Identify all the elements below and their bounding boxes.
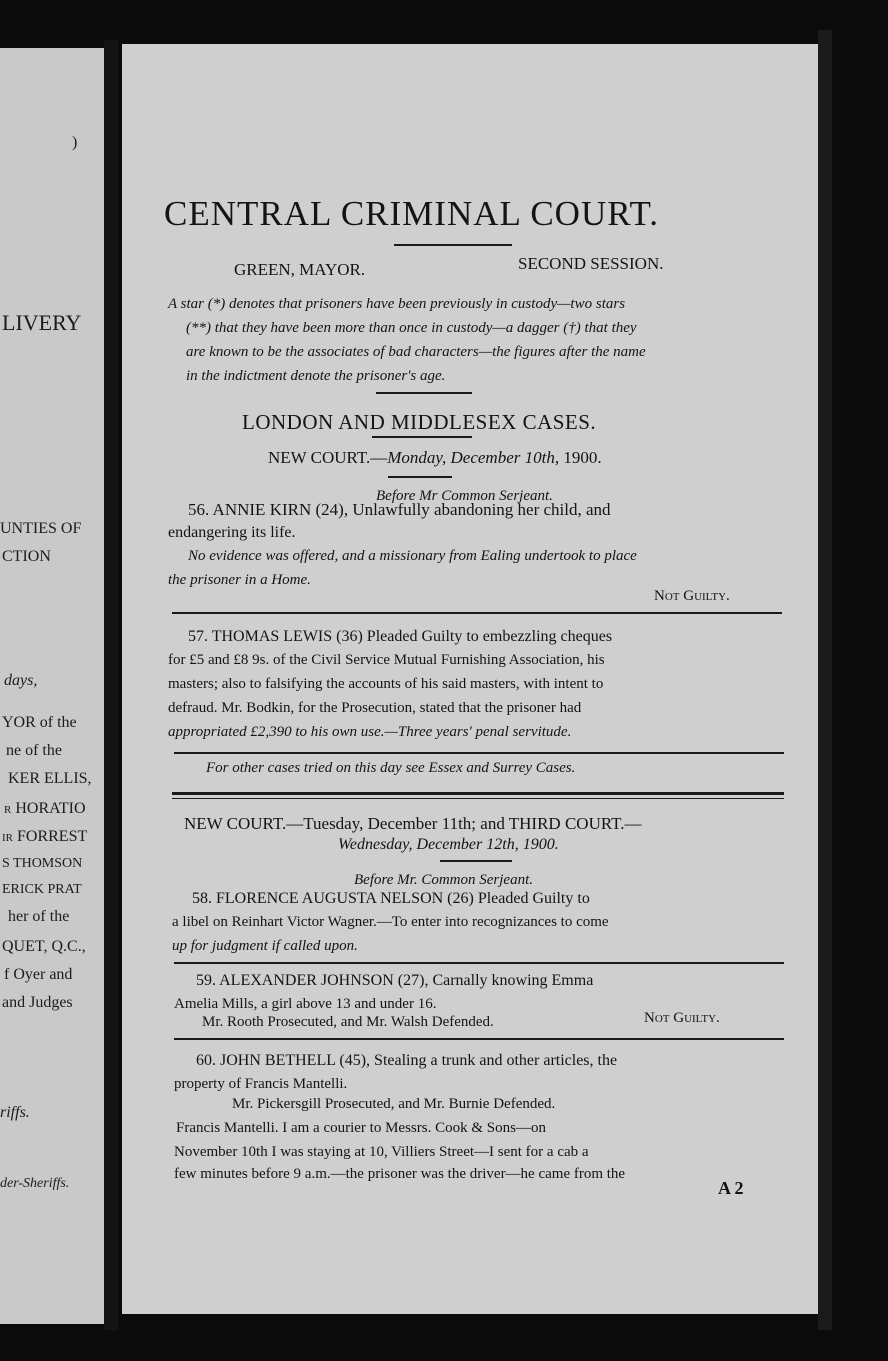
case-separator bbox=[174, 1038, 784, 1040]
divider bbox=[388, 476, 452, 478]
page-edge-shadow bbox=[818, 30, 832, 1330]
left-fragment: f Oyer and bbox=[4, 966, 73, 983]
section-double-rule bbox=[172, 792, 784, 795]
left-fragment: LIVERY bbox=[2, 310, 82, 335]
case-56-line: the prisoner in a Home. bbox=[168, 572, 311, 588]
case-60-line: property of Francis Mantelli. bbox=[174, 1076, 348, 1092]
left-fragment: and Judges bbox=[2, 994, 73, 1011]
case-56-line: endangering its life. bbox=[168, 524, 296, 541]
notice-line: in the indictment denote the prisoner's age. bbox=[186, 368, 446, 384]
document-page bbox=[122, 44, 818, 1314]
case-56-verdict: Not Guilty. bbox=[654, 588, 730, 604]
left-fragment: S THOMSON bbox=[2, 856, 83, 871]
left-fragment: r HORATIO bbox=[4, 800, 86, 817]
case-57-line: appropriated £2,390 to his own use.—Three years' penal servitude. bbox=[168, 724, 572, 740]
court-date-line: NEW COURT.—Tuesday, December 11th; and THIRD COURT.— bbox=[184, 814, 642, 833]
notice-line: (**) that they have been more than once in custody—a dagger (†) that they bbox=[186, 320, 637, 336]
case-56-line: No evidence was offered, and a missionary from Ealing undertook to place bbox=[188, 548, 637, 564]
mayor-label: GREEN, MAYOR. bbox=[234, 260, 366, 279]
case-60-line: few minutes before 9 a.m.—the prisoner was the driver—he came from the bbox=[174, 1166, 626, 1182]
heading-underline bbox=[372, 436, 472, 438]
case-58-line: up for judgment if called upon. bbox=[172, 938, 358, 954]
case-56-line: 56. ANNIE KIRN (24), Unlawfully abandoning her child, and bbox=[188, 500, 611, 519]
notice-line: are known to be the associates of bad characters—the figures after the name bbox=[186, 344, 646, 360]
left-fragment: UNTIES OF bbox=[0, 520, 82, 537]
book-gutter bbox=[104, 40, 118, 1330]
notice-line: A star (*) denotes that prisoners have been previously in custody—two stars bbox=[168, 296, 626, 312]
court-name: NEW COURT.— bbox=[268, 448, 388, 467]
left-fragment: ) bbox=[72, 134, 78, 151]
left-fragment: days, bbox=[4, 672, 38, 689]
left-fragment: ne of the bbox=[6, 742, 62, 759]
before-judge: Before Mr. Common Serjeant. bbox=[354, 872, 534, 888]
court-date-line: Wednesday, December 12th, 1900. bbox=[338, 836, 559, 853]
court-date: Monday, December 10th, bbox=[387, 448, 560, 467]
page-title: CENTRAL CRIMINAL COURT. bbox=[164, 194, 660, 233]
case-separator bbox=[174, 752, 784, 754]
left-facing-page bbox=[0, 48, 104, 1324]
left-fragment: ERICK PRAT bbox=[2, 882, 82, 897]
divider bbox=[376, 392, 472, 394]
case-57-line: masters; also to falsifying the accounts of his said masters, with intent to bbox=[168, 676, 604, 692]
session-label: SECOND SESSION. bbox=[518, 254, 664, 273]
left-fragment: YOR of the bbox=[2, 714, 77, 731]
case-60-line: Francis Mantelli. I am a courier to Messrs. Cook & Sons—on bbox=[176, 1120, 546, 1136]
case-57-line: 57. THOMAS LEWIS (36) Pleaded Guilty to embezzling cheques bbox=[188, 628, 613, 645]
case-separator bbox=[174, 962, 784, 964]
section-double-rule bbox=[172, 798, 784, 799]
case-59-verdict: Not Guilty. bbox=[644, 1010, 720, 1026]
signature-mark: A 2 bbox=[718, 1178, 744, 1198]
case-57-line: defraud. Mr. Bodkin, for the Prosecution, stated that the prisoner had bbox=[168, 700, 582, 716]
case-59-line: 59. ALEXANDER JOHNSON (27), Carnally knowing Emma bbox=[196, 972, 594, 989]
left-fragment: KER ELLIS, bbox=[8, 770, 92, 787]
title-underline bbox=[394, 244, 512, 246]
case-59-line: Amelia Mills, a girl above 13 and under 16. bbox=[174, 996, 437, 1012]
left-fragment: QUET, Q.C., bbox=[2, 938, 86, 955]
case-58-line: 58. FLORENCE AUGUSTA NELSON (26) Pleaded Guilty to bbox=[192, 890, 590, 907]
case-60-line: 60. JOHN BETHELL (45), Stealing a trunk and other articles, the bbox=[196, 1052, 618, 1069]
court-year: 1900. bbox=[559, 448, 602, 467]
case-60-line: November 10th I was staying at 10, Villiers Street—I sent for a cab a bbox=[174, 1144, 589, 1160]
case-59-line: Mr. Rooth Prosecuted, and Mr. Walsh Defended. bbox=[202, 1014, 494, 1030]
court-date-line bbox=[268, 448, 602, 468]
divider bbox=[440, 860, 512, 862]
left-fragment: CTION bbox=[2, 548, 51, 565]
left-fragment: ir FORREST bbox=[2, 828, 88, 845]
left-fragment: her of the bbox=[8, 908, 70, 925]
case-58-line: a libel on Reinhart Victor Wagner.—To enter into recognizances to come bbox=[172, 914, 609, 930]
left-fragment: riffs. bbox=[0, 1104, 30, 1121]
other-cases-note: For other cases tried on this day see Essex and Surrey Cases. bbox=[206, 760, 576, 776]
case-60-line: Mr. Pickersgill Prosecuted, and Mr. Burnie Defended. bbox=[232, 1096, 556, 1112]
case-57-line: for £5 and £8 9s. of the Civil Service Mutual Furnishing Association, his bbox=[168, 652, 605, 668]
case-separator bbox=[172, 612, 782, 614]
section-heading: LONDON AND MIDDLESEX CASES. bbox=[242, 410, 597, 434]
left-fragment: der-Sheriffs. bbox=[0, 1176, 70, 1191]
before-judge: Before Mr Common Serjeant. bbox=[376, 488, 553, 504]
